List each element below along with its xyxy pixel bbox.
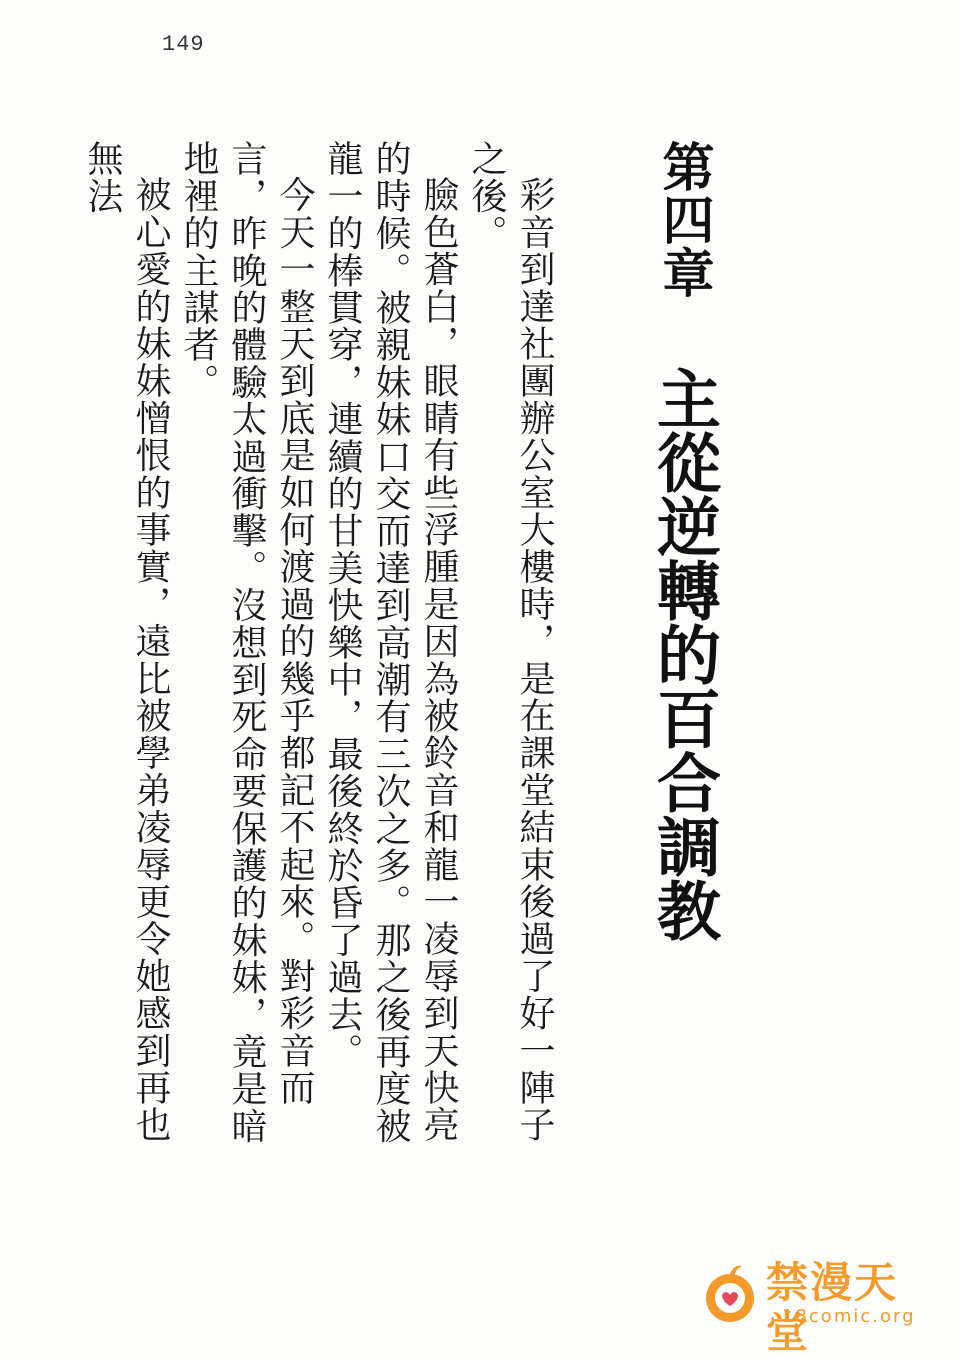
page-number: 149 (162, 32, 205, 57)
watermark-brand: 禁漫天堂 (766, 1258, 899, 1357)
mascot-icon (700, 1262, 762, 1324)
watermark-logo (700, 1258, 935, 1357)
paragraph: 被心愛的妹妹憎恨的事實，遠比被學弟凌辱更令她感到再也無法 (82, 140, 171, 1144)
chapter-heading (646, 140, 720, 942)
paragraph: 今天一整天到底是如何渡過的幾乎都記不起來。對彩音而言，昨晚的體驗太過衝擊。沒想到死命要保護的妹妹，竟是暗地裡的主謀者。 (178, 140, 315, 1145)
watermark-url: 18comic.org (782, 1306, 916, 1327)
paragraph: 彩音到達社團辦公室大樓時，是在課堂結束後過了好一陣子之後。 (466, 140, 555, 1144)
paragraph: 臉色蒼白，眼睛有些浮腫是因為被鈴音和龍一凌辱到天快亮的時候。被親妹妹口交而達到高潮有三次之多。那之後再度被龍一的棒貫穿，連續的甘美快樂中，最後終於昏了過去。 (322, 140, 459, 1145)
chapter-number: 第四章 (653, 140, 713, 299)
body-text (78, 140, 558, 1180)
chapter-title: 主從逆轉的百合調教 (646, 366, 720, 942)
